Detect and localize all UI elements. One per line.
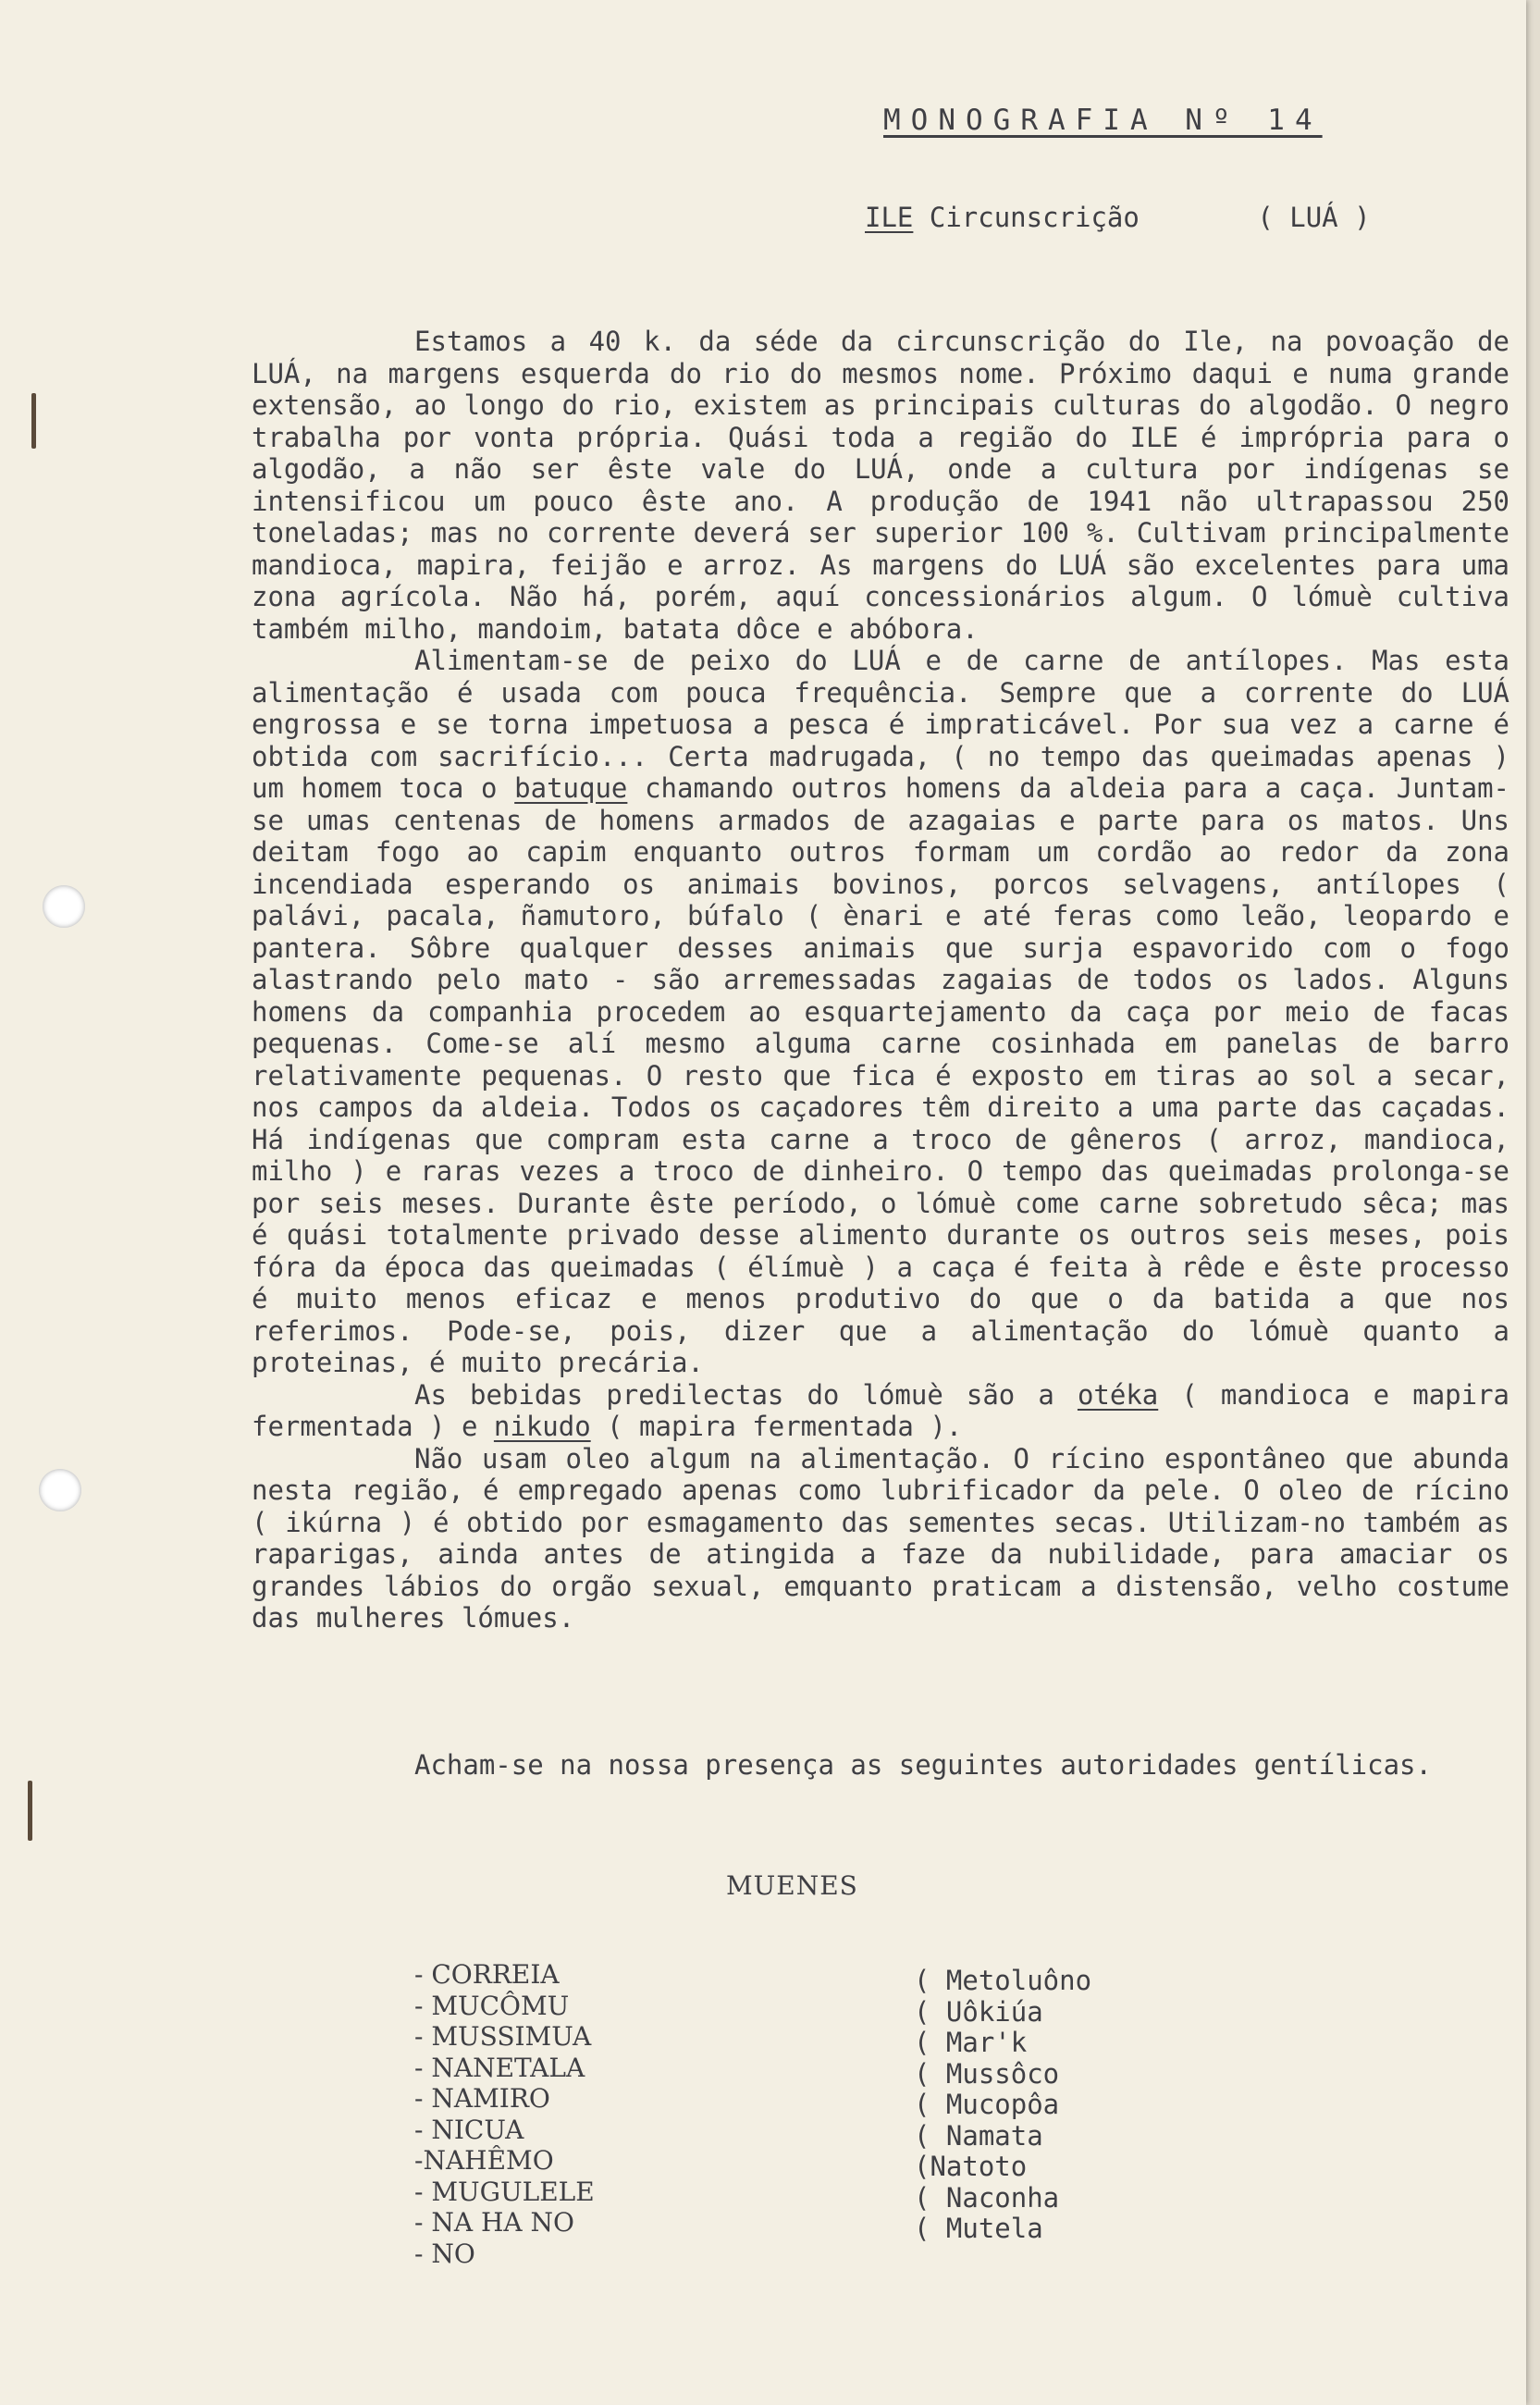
punch-hole [43, 885, 85, 928]
presence-statement: Acham-se na nossa presença as seguintes autoridades gentílicas. [414, 1749, 1432, 1781]
authority-name: - MUCÔMU [414, 1990, 570, 2021]
authority-title: ( Namata [914, 2119, 1043, 2152]
authority-name: - MUSSIMUA [414, 2021, 592, 2052]
authority-name: - NICUA [414, 2114, 524, 2145]
margin-mark [31, 393, 36, 449]
authority-title: ( Mucopôa [914, 2089, 1060, 2120]
authority-title: ( Uôkiúa [914, 1995, 1043, 2028]
authority-name: - CORREIA [414, 1959, 560, 1990]
text-span: As bebidas predilectas do lómuè são a [414, 1378, 1054, 1411]
margin-mark [28, 1781, 32, 1841]
monograph-number: MONOGRAFIA Nº 14 [883, 104, 1323, 137]
authority-name: - MUGULELE [414, 2176, 595, 2207]
circunscricao-name: ILE [865, 202, 914, 233]
subheading [865, 202, 1371, 233]
term-oteka: otéka [1077, 1378, 1159, 1411]
text-span: ( mapira fermentada ). [607, 1411, 963, 1442]
term-batuque: batuque [514, 772, 628, 804]
text-span: chamando outros homens da aldeia para a caça. Juntam-se umas centenas de homens armados de azagaias e parte para os matos. Uns deitam fogo ao capim enquanto outros formam um cordão ao redor da zona incendiada esperando os animais bovinos, porcos selvagens, antílopes ( palávi, pacala, ñamutoro, búfalo ( ènari e até feras como leão, leopardo e pantera. Sôbre qualquer desses animais que surja espavorido com o fogo alastrando pelo mato - são arremessadas zagaias de todos os lados. Alguns homens da companhia procedem ao esquartejamento da caça por meio de facas pequenas. Come-se alí mesmo alguma carne cosinhada em panelas de barro relativamente pequenas. O resto que fica é exposto em tiras ao sol a secar, nos campos da aldeia. Todos os caçadores têm direito a uma parte das caçadas. Há indígenas que compram esta carne a troco de gêneros ( arroz, mandioca, milho ) e raras vezes a troco de dinheiro. O tempo das queimadas prolonga-se por seis meses. Durante êste período, o lómuè come carne sobretudo sêca; mas é quási totalmente privado desse alimento durante os outros seis meses, pois fóra da época das queimadas ( élímuè ) a caça é feita à rêde e êste processo é muito menos eficaz e menos produtivo do que o da batida a que nos referimos. Pode-se, pois, dizer que a alimentação do lómuè quanto a proteinas, é muito precária. [252, 772, 1510, 1378]
muenes-heading: MUENES [726, 1870, 858, 1901]
authority-title: ( Naconha [914, 2181, 1060, 2214]
authority-name: - NA HA NO [414, 2207, 574, 2238]
authority-title: ( Mussôco [914, 2057, 1060, 2090]
authority-title: ( Metoluôno [914, 1965, 1092, 1996]
authority-name: - NANETALA [414, 2052, 585, 2083]
text-span: Alimentam-se de peixo do LUÁ e de carne de antílopes. Mas esta alimentação é usada com pouca frequência. Sempre que a corrente do LUÁ engrossa e se torna impetuosa a pesca é impraticável. Por sua vez a carne é obtida com sacrifício... Certa madrugada, ( no tempo das queimadas apenas ) um homem toca o [252, 645, 1509, 804]
authority-title: (Natoto [914, 2151, 1028, 2182]
authority-title: ( Mar'k [914, 2027, 1028, 2058]
locality-name: ( LUÁ ) [1257, 202, 1371, 233]
paragraph-drinks [252, 1379, 1509, 1443]
paragraph-oil: Não usam oleo algum na alimentação. O rícino espontâneo que abunda nesta região, é empregado apenas como lubrificador da pele. O oleo de rícino ( ikúrna ) é obtido por esmagamento das sementes secas. Utilizam-no também as raparigas, ainda antes de atingida a faze da nubilidade, para amaciar os grandes lábios do orgão sexual, emquanto praticam a distensão, velho costume das mulheres lómues. [252, 1442, 1509, 1634]
punch-hole [39, 1469, 81, 1511]
body-text [252, 326, 1509, 1634]
authority-name: -NAHÊMO [414, 2145, 554, 2176]
authority-names [414, 1959, 595, 2269]
authority-name: - NAMIRO [414, 2083, 550, 2114]
paragraph-location: Estamos a 40 k. da séde da circunscrição do Ile, na povoação de LUÁ, na margens esquerda do rio do mesmos nome. Próximo daqui e numa grande extensão, ao longo do rio, existem as principais culturas do algodão. O negro trabalha por vonta própria. Quási toda a região do ILE é imprópria para o algodão, a não ser êste vale do LUÁ, onde a cultura por indígenas se intensificou um pouco êste ano. A produção de 1941 não ultrapassou 250 toneladas; mas no corrente deverá ser superior 100 %. Cultivam principalmente mandioca, mapira, feijão e arroz. As margens do LUÁ são excelentes para uma zona agrícola. Não há, porém, aquí concessionários algum. O lómuè cultiva também milho, mandoim, batata dôce e abóbora. [252, 326, 1509, 645]
term-nikudo: nikudo [493, 1411, 591, 1442]
authority-titles [914, 1966, 1091, 2245]
authority-name: - NO [414, 2238, 475, 2269]
authority-title: ( Mutela [914, 2213, 1043, 2244]
text-span: ( mandioca e mapira fermentada ) e [252, 1378, 1509, 1442]
circunscricao-label: Circunscrição [929, 202, 1140, 233]
paragraph-food [252, 645, 1509, 1379]
